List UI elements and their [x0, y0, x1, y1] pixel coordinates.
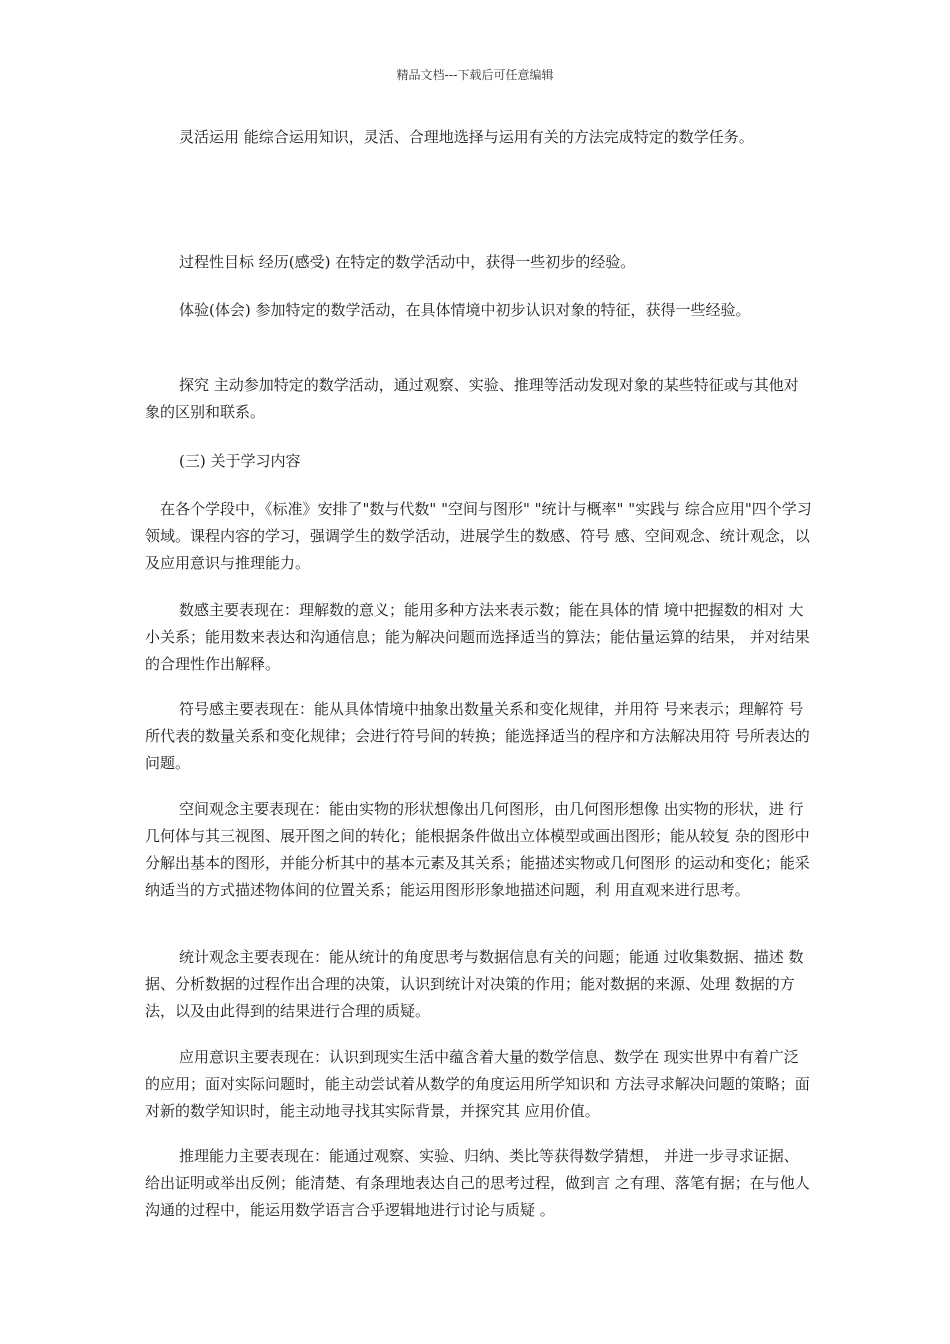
paragraph-number-sense: 数感主要表现在：理解数的意义；能用多种方法来表示数；能在具体的情 境中把握数的相对 大小关系；能用数来表达和沟通信息；能为解决问题而选择适当的算法；能估量运算的结果， 并对结果的合理性作出解释。 [145, 601, 810, 673]
paragraph-application-awareness: 应用意识主要表现在：认识到现实生活中蕴含着大量的数学信息、数学在 现实世界中有着广泛的应用；面对实际问题时，能主动尝试着从数学的角度运用所学知识和 方法寻求解决问题的策略；面对新的数学知识时，能主动地寻找其实际背景，并探究其 应用价值。 [145, 1048, 810, 1120]
paragraph-statistical-concept: 统计观念主要表现在：能从统计的角度思考与数据信息有关的问题；能通 过收集数据、描述 数据、分析数据的过程作出合理的决策，认识到统计对决策的作用；能对数据的来源、处理 数据的方法，以及由此得到的结果进行合理的质疑。 [145, 948, 804, 1020]
paragraph-flexible-use: 灵活运用 能综合运用知识，灵活、合理地选择与运用有关的方法完成特定的数学任务。 [179, 128, 754, 146]
paragraph-process-goal: 过程性目标 经历(感受) 在特定的数学活动中，获得一些初步的经验。 [179, 253, 636, 271]
paragraph-reasoning-ability: 推理能力主要表现在：能通过观察、实验、归纳、类比等获得数学猜想， 并进一步寻求证据、给出证明或举出反例；能清楚、有条理地表达自己的思考过程，做到言 之有理、落笔有据；在与他人沟通的过程中，能运用数学语言合乎逻辑地进行讨论与质疑 。 [145, 1147, 810, 1219]
paragraph-explore: 探究 主动参加特定的数学活动，通过观察、实验、推理等活动发现对象的某些特征或与其他对象的区别和联系。 [145, 376, 799, 421]
page-header: 精品文档---下载后可任意编辑 [396, 68, 554, 82]
paragraph-spatial-concept: 空间观念主要表现在：能由实物的形状想像出几何图形，由几何图形想像 出实物的形状，进 行几何体与其三视图、展开图之间的转化；能根据条件做出立体模型或画出图形；能从较复 杂的图形中分解出基本的图形，并能分析其中的基本元素及其关系；能描述实物或几何图形 的运动和变化；能采纳适当的方式描述物体间的位置关系；能运用图形形象地描述问题，利 用直观来进行思考。 [145, 800, 810, 899]
paragraph-experience: 体验(体会) 参加特定的数学活动，在具体情境中初步认识对象的特征，获得一些经验。 [179, 301, 751, 319]
paragraph-symbol-sense: 符号感主要表现在：能从具体情境中抽象出数量关系和变化规律，并用符 号来表示；理解符 号所代表的数量关系和变化规律；会进行符号间的转换；能选择适当的程序和方法解决用符 号所表达的问题。 [145, 700, 810, 772]
section-heading-learning-content: (三) 关于学习内容 [179, 452, 301, 470]
paragraph-learning-fields: 在各个学段中，《标准》安排了"数与代数" "空间与图形" "统计与概率" "实践与 综合应用"四个学习领域。课程内容的学习，强调学生的数学活动，进展学生的数感、符号 感、空间观念、统计观念，以及应用意识与推理能力。 [145, 500, 812, 572]
